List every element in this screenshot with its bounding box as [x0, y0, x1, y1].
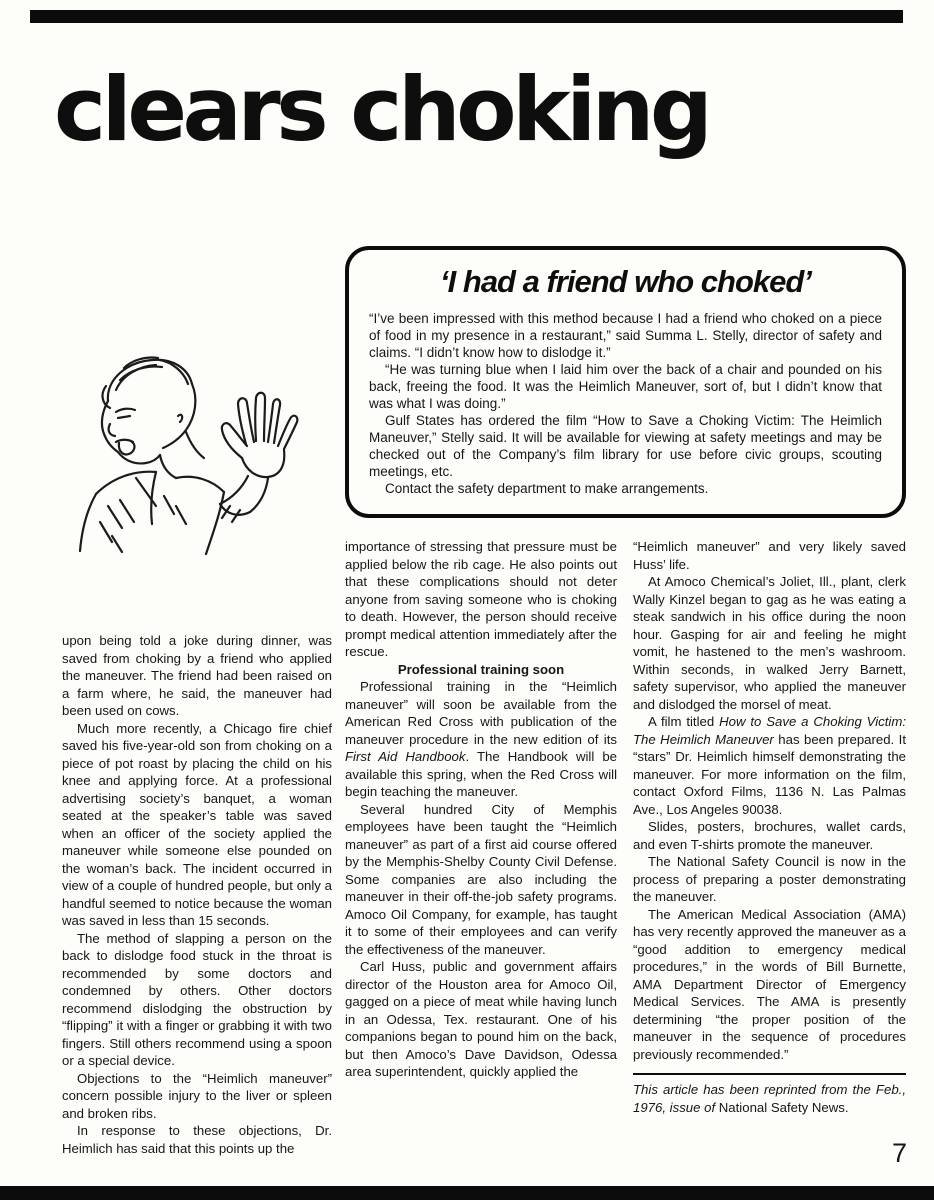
body-paragraph: The method of slapping a person on the back to dislodge food stuck in the throat is recommended by some doctors and condemned by others. Other doctors recommend dislodging the obstruction by “flipping” it with a finger or grabbing it with two fingers. Still others recommend using a spoon or a special device. — [62, 930, 332, 1068]
body-paragraph: Several hundred City of Memphis employees have been taught the “Heimlich maneuver” as part of a first aid course offered by the Memphis-Shelby County Civil Defense. Some companies are also including the maneuver in their off-the-job safety programs. Amoco Oil Company, for example, has taught it to some of their employees and can verify the effectiveness of the maneuver. — [345, 801, 617, 957]
page-headline: clears choking — [54, 58, 709, 161]
body-paragraph: The National Safety Council is now in the process of preparing a poster demonstrating the maneuver. — [633, 854, 906, 904]
paragraph-text: Professional training in the “Heimlich maneuver” will soon be available from the American Red Cross with publication of the maneuver procedure in the new edition of its — [345, 679, 617, 747]
section-subhead: Professional training soon — [397, 661, 565, 677]
body-paragraph: importance of stressing that pressure must be applied below the rib cage. He also points out that these complications should not deter anyone from saving someone who is choking to death. However, the person should receive prompt medical attention immediately after the rescue. — [345, 539, 617, 659]
body-paragraph: Carl Huss, public and government affairs director of the Houston area for Amoco Oil, gagged on a piece of meat while having lunch in an Odessa, Tex. restaurant. One of his companions began to pound him on the back, but then Amoco’s Dave Davidson, Odessa area superintendent, quickly applied the — [345, 959, 617, 1079]
paragraph-text: . The Handbook will be available this spring, when the Red Cross will begin teaching the maneuver. — [345, 749, 617, 799]
film-title: How to Save a Choking Victim: The Heimlich Maneuver — [633, 714, 906, 747]
paragraph-text: has been prepared. It “stars” Dr. Heimlich himself demonstrating the maneuver. For more information on the film, contact Oxford Films, 1136 N. Las Palmas Ave., Los Angeles 90038. — [633, 731, 906, 817]
quote-paragraph: “He was turning blue when I laid him over the back of a chair and pounded on his back, freeing the food. It was the Heimlich Maneuver, sort of, but I didn’t know that was what I was doing.” — [369, 362, 882, 411]
body-paragraph — [633, 713, 906, 818]
page-number: 7 — [891, 1138, 907, 1168]
body-paragraph: upon being told a joke during dinner, was saved from choking by a friend who applied the maneuver. The friend had been raised on a farm where, he said, the maneuver had been used on cows. — [62, 633, 332, 718]
body-paragraph — [345, 678, 617, 801]
body-paragraph: In response to these objections, Dr. Heimlich has said that this points up the — [62, 1123, 332, 1156]
quote-box — [345, 246, 906, 518]
choking-man-illustration — [60, 346, 328, 566]
reprint-divider — [633, 1073, 906, 1075]
body-paragraph: Much more recently, a Chicago fire chief saved his five-year-old son from choking on a piece of pot roast by placing the child on his knee and applying force. At a professional advertising society’s banquet, a woman seated at the speaker’s table was saved when an officer of the society applied the maneuver while someone else pounded on the woman’s back. The incident occurred in view of a couple of hundred people, but only a handful seemed to notice because the woman was saved in less than 15 seconds. — [62, 720, 332, 928]
body-paragraph: The American Medical Association (AMA) has very recently approved the maneuver as a “good addition to emergency medical procedures,” in the words of Bill Burnette, AMA Department Director of Emergency Medical Services. The AMA is presently determining “the proper position of the maneuver in the sequence of procedures previously recommended.” — [633, 906, 906, 1062]
quote-paragraph: Contact the safety department to make arrangements. — [385, 481, 709, 496]
body-paragraph: “Heimlich maneuver” and very likely saved Huss’ life. — [633, 539, 906, 572]
reprint-note — [633, 1081, 906, 1116]
column-middle — [345, 538, 617, 1081]
reprint-note-source: National Safety News. — [718, 1099, 849, 1115]
reprint-note-italic: This article has been reprinted from the Feb., 1976, issue of — [633, 1082, 906, 1115]
book-title: First Aid Handbook — [345, 749, 466, 764]
body-paragraph: At Amoco Chemical’s Joliet, Ill., plant, clerk Wally Kinzel began to gag as he was eating a steak sandwich in his office during the noon hour. Gasping for air and feeling he might vomit, he hastened to the men’s washroom. Within seconds, in walked Jerry Barnett, safety supervisor, who applied the maneuver and dislodged the morsel of meat. — [633, 574, 906, 712]
body-paragraph: Slides, posters, brochures, wallet cards, and even T-shirts promote the maneuver. — [633, 819, 906, 852]
bottom-rule — [0, 1186, 934, 1200]
quote-paragraph: “I’ve been impressed with this method because I had a friend who choked on a piece of food in my presence in a restaurant,” said Summa L. Stelly, director of safety and claims. “I didn’t know how to dislodge it.” — [369, 311, 882, 360]
quote-box-title: ‘I had a friend who choked’ — [440, 264, 811, 299]
paragraph-text: A film titled — [648, 714, 720, 729]
column-left — [62, 632, 332, 1157]
quote-paragraph: Gulf States has ordered the film “How to Save a Choking Victim: The Heimlich Maneuver,” Stelly said. It will be available for viewing at safety meetings and may be checked out of the Company’s film library for use before civic groups, scouting meetings, etc. — [369, 413, 882, 479]
top-rule — [30, 10, 903, 23]
column-right — [633, 538, 906, 1116]
body-paragraph: Objections to the “Heimlich maneuver” concern possible injury to the liver or spleen and broken ribs. — [62, 1070, 332, 1121]
